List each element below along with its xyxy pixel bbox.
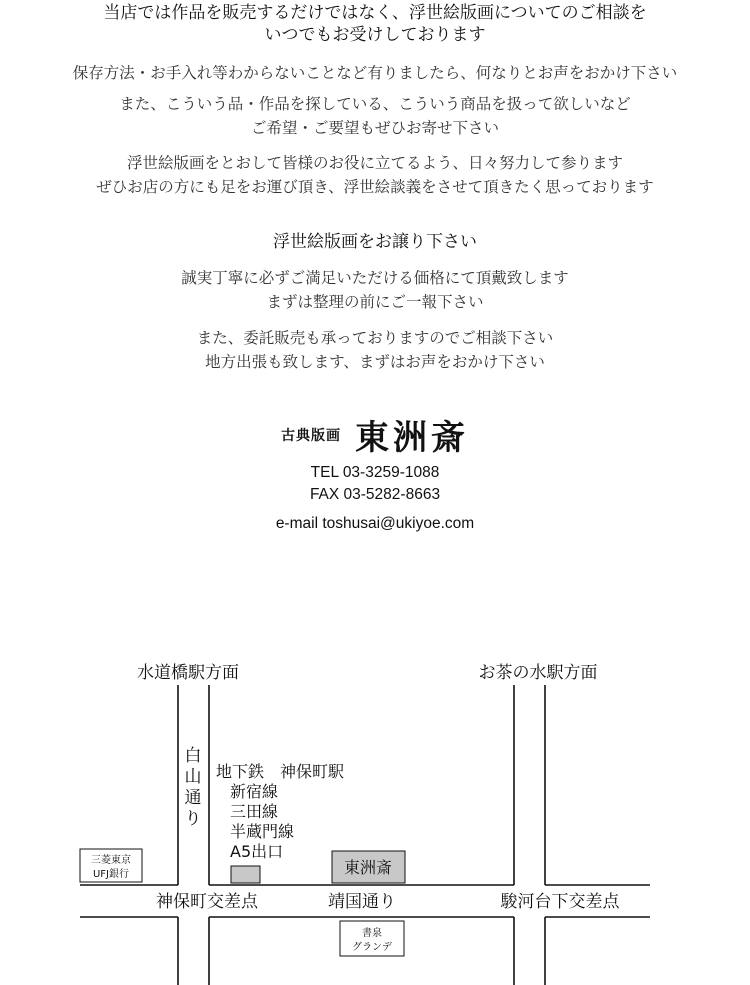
intro-heading: [0, 2, 750, 46]
paragraph-requests-line-2: ご希望・ご要望もぜひお寄せ下さい: [250, 119, 499, 137]
shop-logo: [0, 410, 750, 458]
paragraph-care-text: 保存方法・お手入れ等わからないことなど有りましたら、何なりとお声をおかけ下さい: [72, 64, 678, 82]
bank-label-line-2: UFJ銀行: [92, 869, 130, 880]
shosen-label-line-1: 書泉: [362, 928, 382, 939]
intro-line-1: 当店では作品を販売するだけではなく、浮世絵版画についてのご相談を: [103, 3, 647, 23]
label-hakusan-char-2: 山: [184, 767, 202, 787]
label-hakusan-char-1: 白: [184, 746, 202, 766]
paragraph-consignment-line-2: 地方出張も致します、まずはお声をおかけ下さい: [205, 353, 545, 371]
label-subway-hanzomon: 半蔵門線: [230, 822, 295, 841]
label-ochanomizu-direction: お茶の水駅方面: [478, 663, 598, 683]
paragraph-effort-line-1: 浮世絵版画をとおして皆様のお役に立てるよう、日々努力して参ります: [126, 154, 623, 172]
logo-name: 東洲斎: [355, 418, 469, 458]
paragraph-buying-line-1: 誠実丁寧に必ずご満足いただける価格にて頂戴致します: [181, 269, 569, 287]
paragraph-consignment: [0, 326, 750, 374]
label-hakusan-char-3: 通: [184, 788, 202, 808]
paragraph-consignment-line-1: また、委託販売も承っておりますのでご相談下さい: [196, 329, 554, 347]
paragraph-care: [0, 62, 750, 84]
section-buying-title: [0, 231, 750, 253]
paragraph-requests: [0, 92, 750, 140]
bank-label-line-1: 三菱東京: [91, 855, 131, 866]
label-subway-exit: A5出口: [230, 842, 284, 861]
label-yasukuni-dori: 靖国通り: [328, 892, 396, 912]
label-surugadai-crossing: 駿河台下交差点: [500, 892, 620, 912]
shosen-label-line-2: グランデ: [352, 942, 392, 953]
label-subway-mita: 三田線: [230, 802, 279, 821]
access-map: [0, 640, 750, 985]
paragraph-requests-line-1: また、こういう品・作品を探している、こういう商品を扱って欲しいなど: [119, 95, 631, 113]
fax-number: FAX 03-5282-8663: [309, 486, 441, 503]
label-jimbocho-crossing: 神保町交差点: [156, 892, 258, 912]
paragraph-effort-line-2: ぜひお店の方にも足をお運び頂き、浮世絵談義をさせて頂きたく思っております: [96, 178, 654, 196]
paragraph-buying-line-2: まずは整理の前にご一報下さい: [266, 293, 484, 311]
label-suidobashi-direction: 水道橋駅方面: [137, 663, 239, 683]
intro-line-2: いつでもお受けしております: [264, 25, 486, 45]
shop-marker-label: 東洲斎: [343, 858, 393, 877]
subway-exit-marker: [231, 866, 260, 883]
label-hakusan-char-4: り: [184, 809, 202, 829]
section-buying-title-text: 浮世絵版画をお譲り下さい: [273, 232, 477, 252]
label-subway-station: 地下鉄 神保町駅: [216, 762, 345, 781]
phone-number: TEL 03-3259-1088: [310, 464, 440, 481]
label-hakusan-dori: [185, 746, 202, 829]
logo-subtitle: 古典版画: [281, 427, 341, 444]
paragraph-buying: [0, 266, 750, 314]
paragraph-effort: [0, 151, 750, 199]
phone-block: [0, 462, 750, 506]
label-subway-shinjuku: 新宿線: [230, 782, 279, 801]
email-address[interactable]: e-mail toshusai@ukiyoe.com: [275, 515, 475, 532]
email-block: [0, 513, 750, 535]
